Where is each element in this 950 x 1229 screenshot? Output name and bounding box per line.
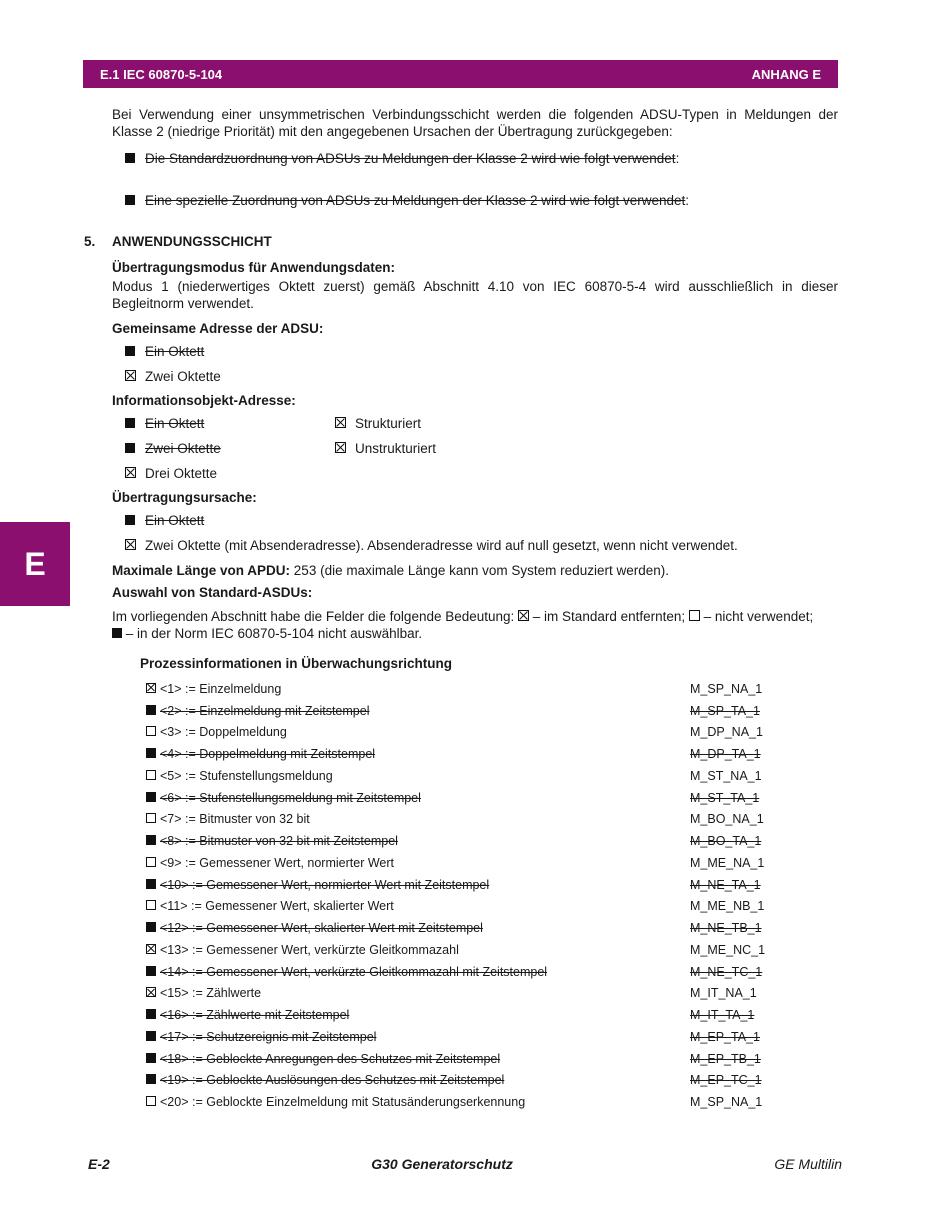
empty-box-icon <box>146 856 160 870</box>
table-row <box>146 765 766 787</box>
table-row <box>146 983 766 1005</box>
not-selectable-box-icon <box>125 151 145 166</box>
option-label: Unstrukturiert <box>355 441 437 456</box>
class2-special-text: Eine spezielle Zuordnung von ADSUs zu Meldungen der Klasse 2 wird wie folgt verwendet <box>145 193 686 208</box>
footer-page-number: E-2 <box>88 1156 110 1172</box>
info-object-structured <box>322 411 532 436</box>
section-number: 5. <box>84 234 96 249</box>
not-selectable-box-icon <box>146 921 160 935</box>
empty-box-icon <box>689 610 700 621</box>
asdu-description: <5> := Stufenstellungsmeldung <box>160 768 333 783</box>
info-object-two-octets <box>112 436 322 461</box>
table-row <box>146 961 766 983</box>
not-selectable-box-icon <box>125 193 145 208</box>
footer-product: G30 Generatorschutz <box>371 1156 513 1172</box>
common-address-two-octets <box>112 364 838 389</box>
table-row <box>146 874 766 896</box>
table-row <box>146 896 766 918</box>
colon: : <box>685 193 690 208</box>
not-selectable-box-icon <box>125 513 145 528</box>
asdu-list <box>146 678 766 1113</box>
asdu-description: <7> := Bitmuster von 32 bit <box>160 812 310 827</box>
option-label: Ein Oktett <box>145 416 205 431</box>
asdu-description: <19> := Geblockte Auslösungen des Schutzes mit Zeitstempel <box>160 1073 505 1088</box>
table-row <box>146 852 766 874</box>
not-selectable-box-icon <box>125 441 145 456</box>
asdu-description: <17> := Schutzereignis mit Zeitstempel <box>160 1029 377 1044</box>
option-label: Zwei Oktette <box>145 441 221 456</box>
info-object-options <box>112 411 838 486</box>
apdu-label: Maximale Länge von APDU: <box>112 563 291 578</box>
empty-box-icon <box>146 769 160 783</box>
asdu-code: M_IT_NA_1 <box>690 986 757 1001</box>
asdu-code: M_SP_TA_1 <box>690 703 760 718</box>
empty-box-icon <box>146 899 160 913</box>
asdu-description: <6> := Stufenstellungsmeldung mit Zeitstempel <box>160 790 421 805</box>
checked-box-icon <box>146 943 160 957</box>
info-object-title: Informationsobjekt-Adresse: <box>112 393 296 408</box>
not-selectable-box-icon <box>146 965 160 979</box>
asdu-code: M_IT_TA_1 <box>690 1008 755 1023</box>
table-row <box>146 1026 766 1048</box>
checked-box-icon <box>335 416 355 431</box>
class2-standard-item <box>112 146 838 171</box>
info-object-one-octet <box>112 411 322 436</box>
not-selectable-box-icon <box>146 834 160 848</box>
not-selectable-box-icon <box>146 1073 160 1087</box>
footer-company: GE Multilin <box>774 1156 842 1172</box>
asdu-description: <3> := Doppelmeldung <box>160 725 287 740</box>
asdu-description: <1> := Einzelmeldung <box>160 681 282 696</box>
not-selectable-box-icon <box>146 747 160 761</box>
option-label: Strukturiert <box>355 416 422 431</box>
page-footer <box>88 1156 842 1172</box>
asdu-description: <9> := Gemessener Wert, normierter Wert <box>160 855 394 870</box>
section-title: ANWENDUNGSSCHICHT <box>112 234 272 249</box>
not-selectable-box-icon <box>146 878 160 892</box>
class2-special-item <box>112 188 838 213</box>
apdu-text: 253 (die maximale Länge kann vom System reduziert werden). <box>290 563 669 578</box>
apdu-length <box>112 558 838 583</box>
checked-box-icon <box>146 986 160 1000</box>
asdu-code: M_EP_TB_1 <box>690 1051 761 1066</box>
not-selectable-box-icon <box>125 344 145 359</box>
asdu-description: <8> := Bitmuster von 32 bit mit Zeitstempel <box>160 834 398 849</box>
asdu-code: M_ST_NA_1 <box>690 768 762 783</box>
checked-box-icon <box>125 369 145 384</box>
asdu-description: <18> := Geblockte Anregungen des Schutzes mit Zeitstempel <box>160 1051 501 1066</box>
asdu-code: M_DP_NA_1 <box>690 725 763 740</box>
not-selectable-box-icon <box>112 628 122 638</box>
checked-box-icon <box>125 538 145 553</box>
table-row <box>146 939 766 961</box>
asdu-code: M_EP_TA_1 <box>690 1029 760 1044</box>
main-content <box>112 106 838 213</box>
transmission-mode-text: Modus 1 (niederwertiges Oktett zuerst) gemäß Abschnitt 4.10 von IEC 60870-5-4 wird ausschließlich in dieser Begleitnorm verwendet. <box>112 279 838 311</box>
option-label: Zwei Oktette <box>145 369 221 384</box>
asdu-description: <4> := Doppelmeldung mit Zeitstempel <box>160 747 376 762</box>
option-label: Zwei Oktette (mit Absenderadresse). Absenderadresse wird auf null gesetzt, wenn nicht verwendet. <box>145 538 738 553</box>
table-row <box>146 722 766 744</box>
asdu-description: <12> := Gemessener Wert, skalierter Wert mit Zeitstempel <box>160 921 483 936</box>
process-info-title: Prozessinformationen in Überwachungsrichtung <box>140 656 453 671</box>
option-label: Ein Oktett <box>145 513 205 528</box>
table-row <box>146 917 766 939</box>
transmission-mode-title: Übertragungsmodus für Anwendungsdaten: <box>112 260 395 275</box>
table-row <box>146 1004 766 1026</box>
table-row <box>146 678 766 700</box>
asdu-code: M_ME_NA_1 <box>690 855 765 870</box>
not-selectable-box-icon <box>125 416 145 431</box>
table-row <box>146 743 766 765</box>
checked-box-icon <box>125 466 145 481</box>
checked-box-icon <box>146 682 160 696</box>
not-selectable-box-icon <box>146 1008 160 1022</box>
cause-one-octet <box>112 508 838 533</box>
option-label: Ein Oktett <box>145 344 205 359</box>
table-row <box>146 830 766 852</box>
table-row <box>146 1048 766 1070</box>
colon: : <box>675 151 680 166</box>
asdu-code: M_EP_TC_1 <box>690 1073 762 1088</box>
asdu-description: <20> := Geblockte Einzelmeldung mit Statusänderungserkennung <box>160 1095 526 1110</box>
asdu-selection-text: Im vorliegenden Abschnitt habe die Felder die folgende Bedeutung: – im Standard entfernten; – nicht verwendet; – in der Norm IEC 60870-5-104 nicht auswählbar. <box>112 609 814 641</box>
common-address-title: Gemeinsame Adresse der ADSU: <box>112 321 324 336</box>
application-layer-section <box>112 234 838 642</box>
header-section-title: E.1 IEC 60870-5-104 <box>100 66 223 82</box>
asdu-code: M_NE_TC_1 <box>690 964 763 979</box>
class2-standard-text: Die Standardzuordnung von ADSUs zu Meldungen der Klasse 2 wird wie folgt verwendet <box>145 151 676 166</box>
asdu-description: <13> := Gemessener Wert, verkürzte Gleitkommazahl <box>160 942 459 957</box>
info-object-three-octets <box>112 461 322 486</box>
empty-box-icon <box>146 812 160 826</box>
asdu-code: M_ST_TA_1 <box>690 790 760 805</box>
asdu-code: M_BO_NA_1 <box>690 812 764 827</box>
table-row <box>146 787 766 809</box>
checked-box-icon <box>518 610 529 621</box>
asdu-description: <15> := Zählwerte <box>160 986 262 1001</box>
asdu-description: <11> := Gemessener Wert, skalierter Wert <box>160 899 394 914</box>
info-object-unstructured <box>322 436 532 461</box>
option-label: Drei Oktette <box>145 466 218 481</box>
asdu-code: M_ME_NC_1 <box>690 942 766 957</box>
empty-box-icon <box>146 1095 160 1109</box>
cause-two-octets <box>112 533 838 558</box>
empty-box-icon <box>146 725 160 739</box>
common-address-one-octet <box>112 339 838 364</box>
asdu-description: <10> := Gemessener Wert, normierter Wert mit Zeitstempel <box>160 877 490 892</box>
not-selectable-box-icon <box>146 791 160 805</box>
asdu-code: M_NE_TB_1 <box>690 921 762 936</box>
checked-box-icon <box>335 441 355 456</box>
not-selectable-box-icon <box>146 704 160 718</box>
asdu-code: M_SP_NA_1 <box>690 681 763 696</box>
asdu-description: <14> := Gemessener Wert, verkürzte Gleitkommazahl mit Zeitstempel <box>160 964 548 979</box>
asdu-selection-title: Auswahl von Standard-ASDUs: <box>112 585 313 600</box>
asdu-code: M_DP_TA_1 <box>690 747 761 762</box>
table-row <box>146 700 766 722</box>
asdu-code: M_BO_TA_1 <box>690 834 762 849</box>
asdu-code: M_SP_NA_1 <box>690 1095 763 1110</box>
cause-title: Übertragungsursache: <box>112 490 257 505</box>
table-row <box>146 1070 766 1092</box>
asdu-description: <16> := Zählwerte mit Zeitstempel <box>160 1008 350 1023</box>
asdu-code: M_NE_TA_1 <box>690 877 761 892</box>
asdu-description: <2> := Einzelmeldung mit Zeitstempel <box>160 703 370 718</box>
page-header <box>83 60 838 88</box>
table-row <box>146 809 766 831</box>
intro-paragraph: Bei Verwendung einer unsymmetrischen Verbindungsschicht werden die folgenden ADSU-Typen in Meldungen der Klasse 2 (niedrige Priorität) mit den angegebenen Ursachen der Übertragung zurückgegeben: <box>112 107 838 139</box>
not-selectable-box-icon <box>146 1052 160 1066</box>
not-selectable-box-icon <box>146 1030 160 1044</box>
table-row <box>146 1091 766 1113</box>
asdu-code: M_ME_NB_1 <box>690 899 765 914</box>
header-appendix-title: ANHANG E <box>751 66 821 82</box>
appendix-side-tab: E <box>0 522 70 606</box>
